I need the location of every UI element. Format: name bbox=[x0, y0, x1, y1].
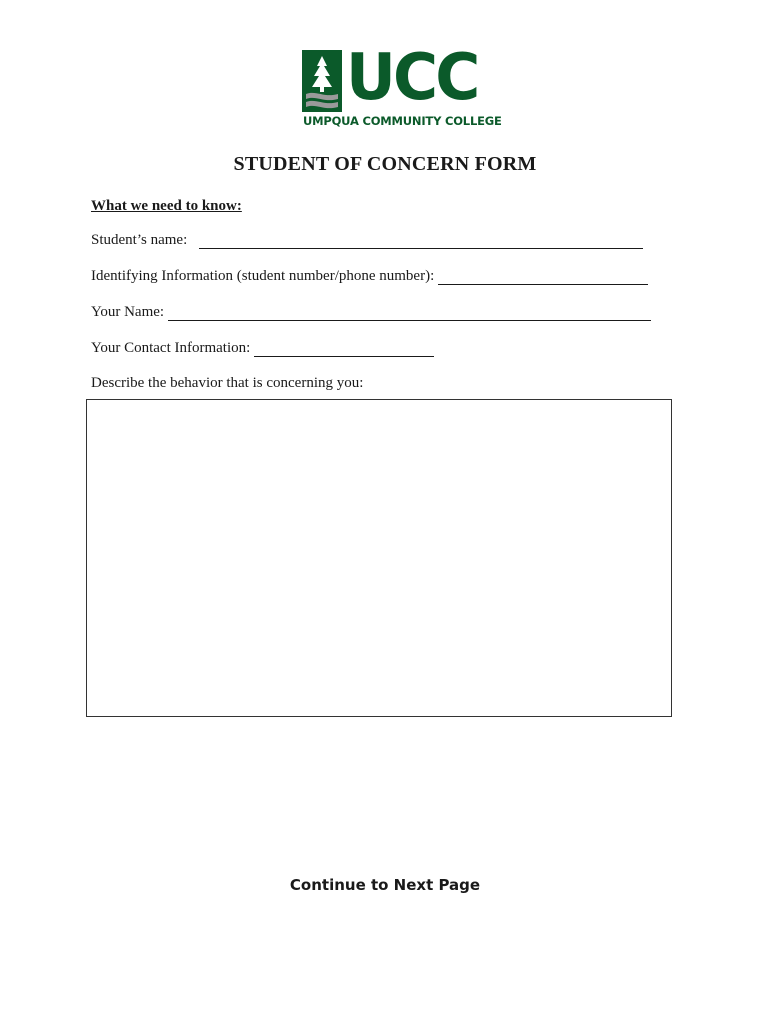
identifying-info-label: Identifying Information (student number/phone number): bbox=[91, 268, 435, 284]
identifying-info-line[interactable] bbox=[438, 270, 648, 285]
continue-to-next-page: Continue to Next Page bbox=[289, 876, 481, 894]
your-name-field bbox=[91, 304, 651, 321]
logo-subtitle: UMPQUA COMMUNITY COLLEGE bbox=[303, 114, 502, 128]
tree-river-emblem-icon bbox=[302, 50, 342, 112]
student-name-label: Student’s name: bbox=[91, 232, 188, 248]
contact-info-field bbox=[91, 340, 434, 357]
contact-info-label: Your Contact Information: bbox=[91, 340, 251, 356]
contact-info-line[interactable] bbox=[254, 342, 434, 357]
form-title: STUDENT OF CONCERN FORM bbox=[233, 153, 537, 175]
your-name-label: Your Name: bbox=[91, 304, 165, 320]
section-heading: What we need to know: bbox=[91, 198, 242, 214]
logo-letters: UCC bbox=[346, 41, 478, 115]
ucc-logo bbox=[302, 41, 502, 130]
identifying-info-field bbox=[91, 268, 648, 285]
behavior-description-box[interactable] bbox=[86, 399, 672, 717]
student-name-field bbox=[91, 232, 643, 249]
student-name-line[interactable] bbox=[199, 234, 643, 249]
your-name-line[interactable] bbox=[168, 306, 651, 321]
behavior-prompt: Describe the behavior that is concerning you: bbox=[91, 375, 364, 391]
